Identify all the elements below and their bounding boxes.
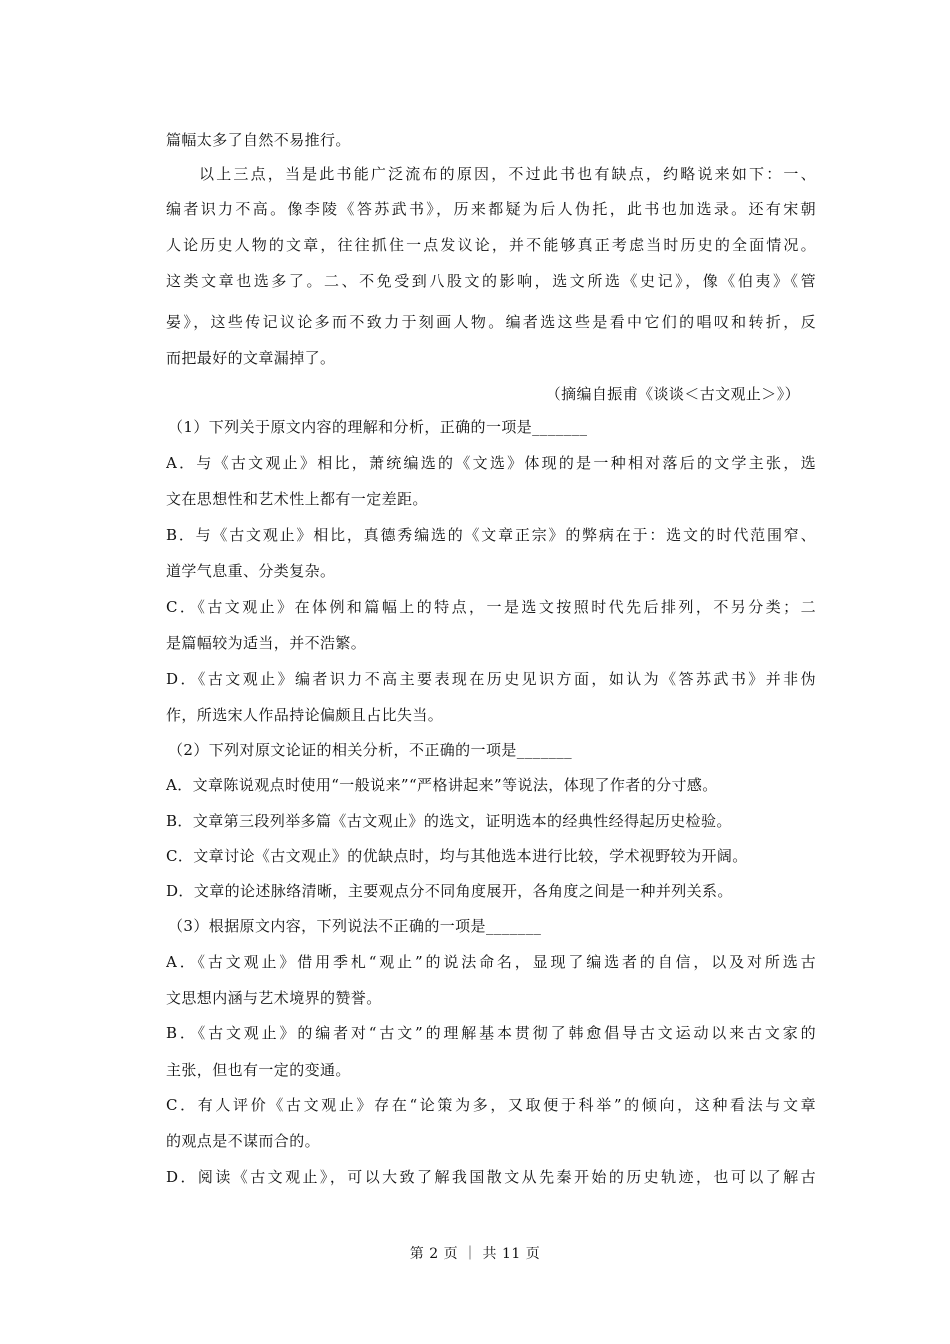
passage-line: 篇幅太多了自然不易推行。 xyxy=(166,131,351,149)
passage-line: 编者识力不高。像李陵《答苏武书》，历来都疑为后人伪托，此书也加选录。还有宋朝 xyxy=(166,200,816,218)
q1-option-c-cont: 是篇幅较为适当，并不浩繁。 xyxy=(166,634,367,652)
q3-option-b-cont: 主张，但也有一定的变通。 xyxy=(166,1061,351,1079)
passage-source: （摘编自振甫《谈谈＜古文观止＞》） xyxy=(545,385,800,403)
q1-option-d-cont: 作，所选宋人作品持论偏颇且占比失当。 xyxy=(166,706,444,724)
passage-line: 以上三点，当是此书能广泛流布的原因，不过此书也有缺点，约略说来如下：一、 xyxy=(199,165,816,183)
question-3-stem: （3）根据原文内容，下列说法不正确的一项是_______ xyxy=(168,917,542,935)
q1-option-a-cont: 文在思想性和艺术性上都有一定差距。 xyxy=(166,490,428,508)
q1-option-c: C．《古文观止》在体例和篇幅上的特点，一是选文按照时代先后排列，不另分类；二 xyxy=(166,598,816,616)
q3-option-c-cont: 的观点是不谋而合的。 xyxy=(166,1132,321,1150)
q1-option-b: B．与《古文观止》相比，真德秀编选的《文章正宗》的弊病在于：选文的时代范围窄、 xyxy=(166,526,816,544)
q3-option-a-cont: 文思想内涵与艺术境界的赞誉。 xyxy=(166,989,382,1007)
q3-option-b: B．《古文观止》的编者对“古文”的理解基本贯彻了韩愈倡导古文运动以来古文家的 xyxy=(166,1024,816,1042)
passage-line: 而把最好的文章漏掉了。 xyxy=(166,349,336,367)
q2-option-b: B．文章第三段列举多篇《古文观止》的选文，证明选本的经典性经得起历史检验。 xyxy=(166,812,732,830)
q3-option-c: C．有人评价《古文观止》存在“论策为多，又取便于科举”的倾向，这种看法与文章 xyxy=(166,1096,816,1114)
q2-option-d: D．文章的论述脉络清晰，主要观点分不同角度展开，各角度之间是一种并列关系。 xyxy=(166,882,733,900)
question-2-stem: （2）下列对原文论证的相关分析，不正确的一项是_______ xyxy=(168,741,573,759)
q2-option-c: C．文章讨论《古文观止》的优缺点时，均与其他选本进行比较，学术视野较为开阔。 xyxy=(166,847,748,865)
passage-line: 人论历史人物的文章，往往抓住一点发议论，并不能够真正考虑当时历史的全面情况。 xyxy=(166,236,816,254)
page-footer: 第 2 页 ｜ 共 11 页 xyxy=(409,1246,541,1262)
question-1-stem: （1）下列关于原文内容的理解和分析，正确的一项是_______ xyxy=(168,418,588,436)
q1-option-d: D．《古文观止》编者识力不高主要表现在历史见识方面，如认为《答苏武书》并非伪 xyxy=(166,670,816,688)
passage-line: 晏》，这些传记议论多而不致力于刻画人物。编者选这些是看中它们的唱叹和转折，反 xyxy=(166,313,816,331)
q2-option-a: A．文章陈说观点时使用“一般说来”“严格讲起来”等说法，体现了作者的分寸感。 xyxy=(166,776,718,794)
passage-line: 这类文章也选多了。二、不免受到八股文的影响，选文所选《史记》，像《伯夷》《管 xyxy=(166,272,816,290)
q1-option-b-cont: 道学气息重、分类复杂。 xyxy=(166,562,336,580)
q1-option-a: A．与《古文观止》相比，萧统编选的《文选》体现的是一种相对落后的文学主张，选 xyxy=(166,454,816,472)
q3-option-a: A．《古文观止》借用季札“观止”的说法命名，显现了编选者的自信，以及对所选古 xyxy=(166,953,816,971)
q3-option-d: D．阅读《古文观止》，可以大致了解我国散文从先秦开始的历史轨迹，也可以了解古 xyxy=(166,1168,816,1186)
